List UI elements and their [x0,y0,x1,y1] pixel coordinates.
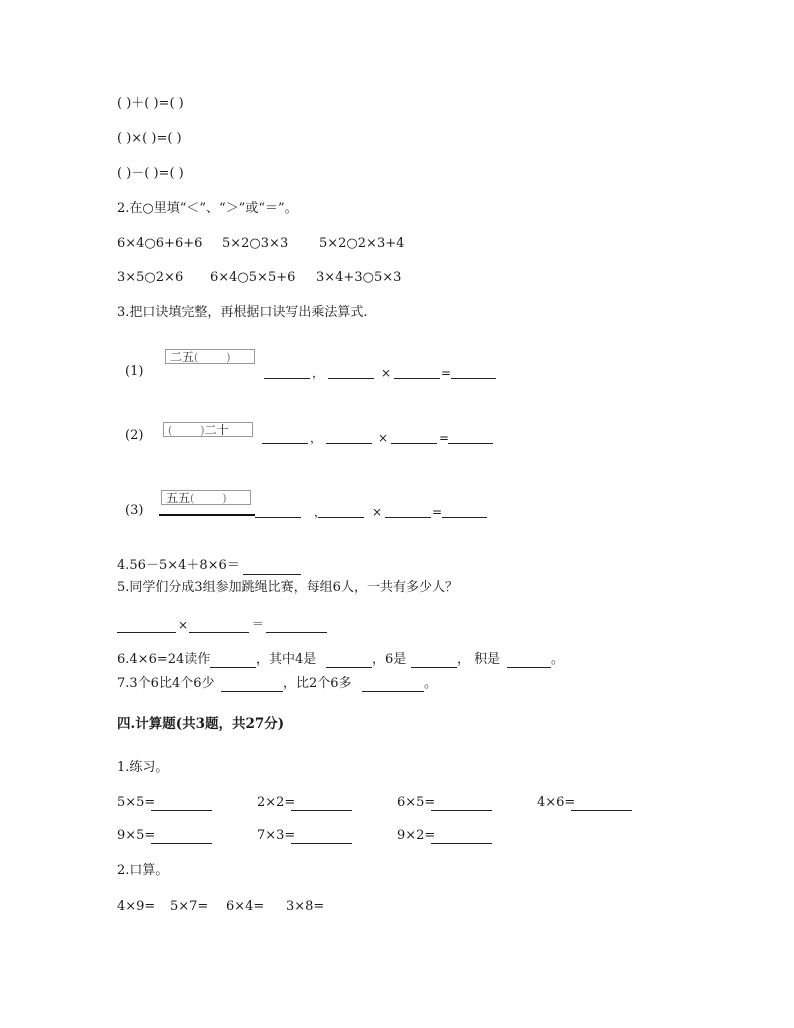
q2-compare-3: 5×2○2×3+4 [319,236,405,251]
s4-q1-item-1: 5×5= [117,795,156,810]
q2-compare-6: 3×4+3○5×3 [316,270,402,285]
s4-q1-blank-3[interactable] [431,810,492,811]
q7-text-3: 。 [424,676,438,691]
q3-item-2-box-blank: ( ) [168,424,205,437]
q4-answer-blank[interactable] [243,574,301,575]
equation-line-add: ( )＋( )=( ) [117,96,184,111]
q3-item-2-comma: ， [310,431,323,445]
q3-item-1-formula-box [165,349,255,364]
s4-q2-item-2: 5×7= [170,899,209,914]
q3-item-3-blank-b[interactable] [318,517,364,518]
q3-item-1-comma: ， [312,366,325,380]
q5-blank-b[interactable] [189,632,249,633]
q6-text-1: 6.4×6=24读作 [117,652,211,667]
equation-line-subtract: ( )－( )=( ) [117,166,184,181]
q3-item-3-times: × [372,505,383,519]
s4-q1-blank-7[interactable] [431,843,492,844]
q3-item-1-blank-a[interactable] [264,378,310,379]
q3-item-2-times: × [378,431,389,445]
q5-blank-c[interactable] [266,632,327,633]
q3-item-2-number: (2) [125,428,144,443]
q5-blank-a[interactable] [117,632,176,633]
q6-text-2: ，其中4是 [256,652,317,667]
s4-q1-item-4: 4×6= [537,795,576,810]
section-4-heading: 四.计算题(共3题，共27分) [117,716,285,732]
s4-q1-title: 1.练习。 [117,760,169,775]
q3-item-3-comma: ， [314,505,327,519]
q6-text-5: 。 [551,652,565,667]
s4-q1-item-6: 7×3= [257,828,296,843]
q3-item-2-blank-b[interactable] [326,443,372,444]
q3-item-2-blank-d[interactable] [448,443,493,444]
equation-line-multiply: ( )×( )=( ) [117,131,182,146]
q3-item-2-formula-box [163,422,253,437]
q3-item-2-blank-c[interactable] [391,443,437,444]
q3-item-1-blank-d[interactable] [451,378,496,379]
q7-blank-1[interactable] [221,691,283,692]
q3-item-3-formula-box [161,490,251,505]
s4-q1-blank-5[interactable] [151,843,212,844]
q3-item-3-blank-a[interactable] [255,517,301,518]
s4-q1-blank-2[interactable] [291,810,352,811]
q3-item-1-times: × [381,366,392,380]
s4-q2-item-4: 3×8= [286,899,325,914]
s4-q1-blank-6[interactable] [291,843,352,844]
q3-item-3-bold-rule [159,514,255,516]
q3-item-2-box-text: 二十 [204,423,229,437]
s4-q2-title: 2.口算。 [117,863,169,878]
q2-compare-4: 3×5○2×6 [117,270,184,285]
q3-item-3-number: (3) [125,503,144,518]
q6-text-3: ，6是 [372,652,407,667]
q3-item-1-box-blank: ( ) [194,351,231,364]
q2-compare-1: 6×4○6+6+6 [117,236,203,251]
q5-times: × [178,618,189,632]
s4-q1-item-5: 9×5= [117,828,156,843]
q2-compare-2: 5×2○3×3 [222,236,289,251]
q3-title: 3.把口诀填完整，再根据口诀写出乘法算式. [117,305,368,320]
s4-q2-item-3: 6×4= [226,899,265,914]
q3-item-3-blank-d[interactable] [442,517,487,518]
q3-item-1-blank-b[interactable] [328,378,374,379]
q5-equals: ＝ [252,617,265,631]
s4-q1-item-7: 9×2= [397,828,436,843]
q4-expression: 4.56－5×4＋8×6＝ [117,558,240,573]
q3-item-2-equals: = [439,431,450,445]
q6-blank-4[interactable] [507,667,551,668]
q7-text-2: ，比2个6多 [283,676,352,691]
q3-item-3-box-blank: ( ) [190,492,227,505]
s4-q1-blank-4[interactable] [571,810,632,811]
q3-item-3-blank-c[interactable] [385,517,431,518]
q6-blank-3[interactable] [411,667,457,668]
q7-blank-2[interactable] [362,691,424,692]
q6-text-4: ， 积是 [457,652,501,667]
q2-compare-5: 6×4○5×5+6 [210,270,296,285]
q6-blank-1[interactable] [210,667,256,668]
q3-item-1-equals: = [441,366,452,380]
q7-text-1: 7.3个6比4个6少 [117,676,215,691]
s4-q2-item-1: 4×9= [117,899,156,914]
q6-blank-2[interactable] [326,667,372,668]
q3-item-3-equals: = [432,505,443,519]
s4-q1-blank-1[interactable] [151,810,212,811]
q3-item-3-box-text: 五五 [166,491,191,505]
q2-title: 2.在○里填“＜”、“＞”或“＝”。 [117,201,298,216]
q5-title: 5.同学们分成3组参加跳绳比赛，每组6人，一共有多少人？ [117,580,458,595]
s4-q1-item-2: 2×2= [257,795,296,810]
q3-item-1-box-text: 二五 [170,350,195,364]
q3-item-1-blank-c[interactable] [394,378,440,379]
q3-item-1-number: (1) [125,364,144,379]
q3-item-2-blank-a[interactable] [262,443,308,444]
s4-q1-item-3: 6×5= [397,795,436,810]
